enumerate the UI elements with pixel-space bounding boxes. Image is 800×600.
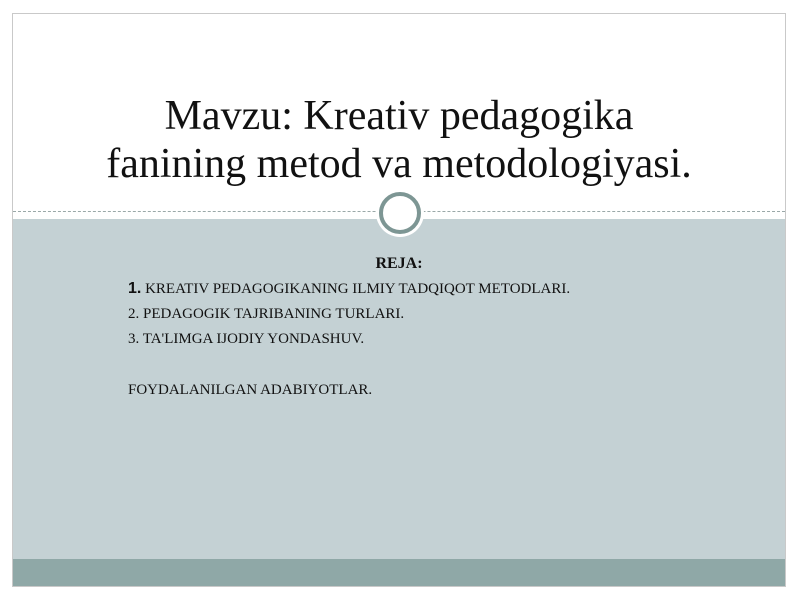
plan-item-text: TA'LIMGA IJODIY YONDASHUV. <box>142 331 365 347</box>
plan-item-text: PEDAGOGIK TAJRIBANING TURLARI. <box>143 306 405 322</box>
slide-title-line-1: Mavzu: Kreativ pedagogika <box>164 93 634 139</box>
plan-item <box>128 279 570 304</box>
plan-item-number: 3. <box>128 331 140 347</box>
footer-bar <box>13 559 785 586</box>
plan-item-text: KREATIV PEDAGOGIKANING ILMIY TADQIQOT METODLARI. <box>145 281 571 297</box>
slide-title-line-2: fanining metod va metodologiyasi. <box>106 141 692 187</box>
plan-list <box>128 279 570 354</box>
plan-item-number: 2. <box>128 306 140 322</box>
plan-item-number: 1. <box>128 280 142 297</box>
circle-ornament-icon <box>379 192 421 234</box>
title-area <box>13 14 785 211</box>
slide-title <box>13 92 785 188</box>
plan-item <box>128 329 570 354</box>
plan-item <box>128 304 570 329</box>
plan-heading: REJA: <box>375 255 423 272</box>
references-heading: FOYDALANILGAN ADABIYOTLAR. <box>128 382 373 398</box>
